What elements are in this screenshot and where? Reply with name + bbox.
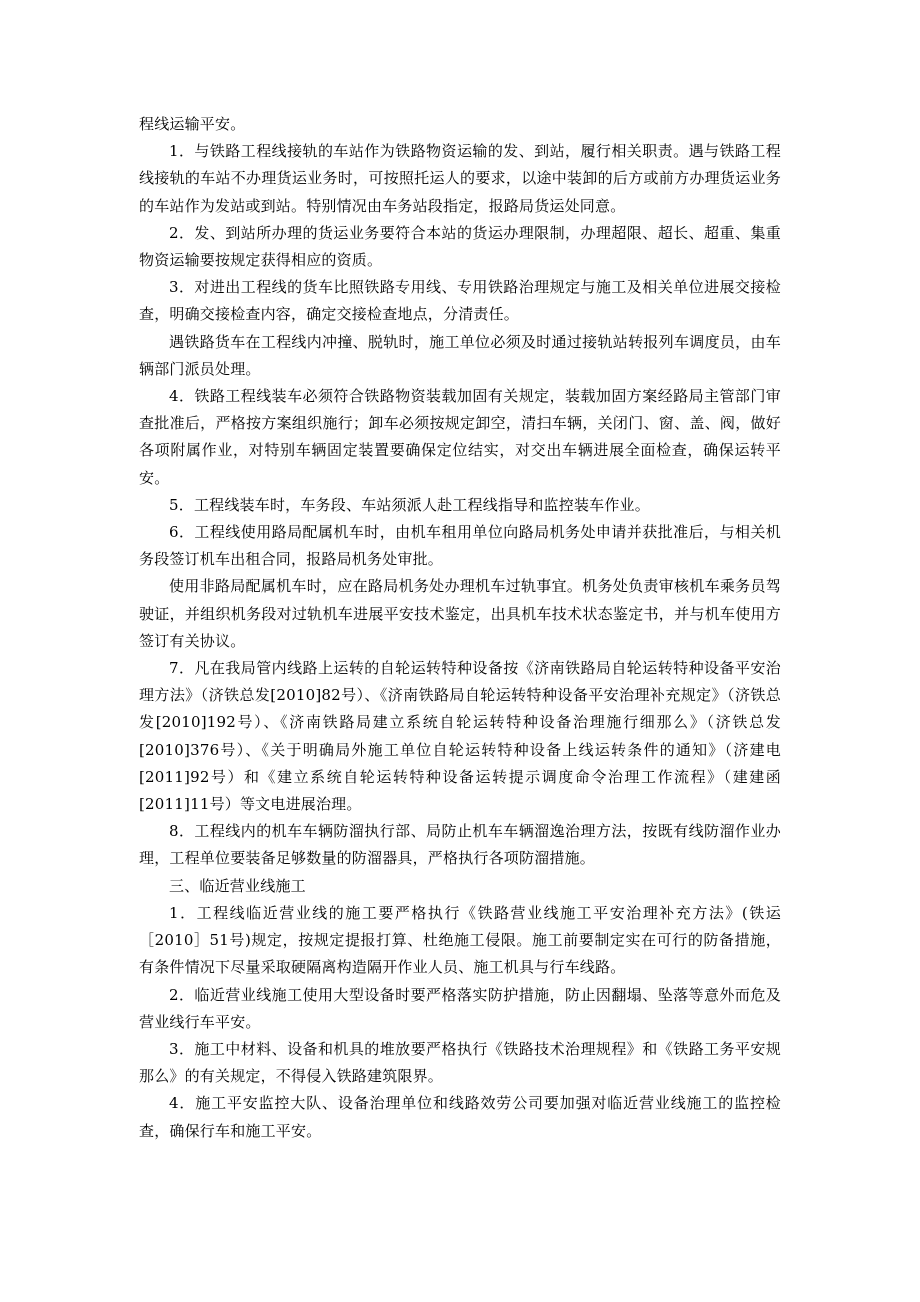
paragraph-continuation: 程线运输平安。 — [139, 115, 246, 133]
paragraph-section3-item-4: 4．施工平安监控大队、设备治理单位和线路效劳公司要加强对临近营业线施工的监控检查，确保行车和施工平安。 — [139, 1094, 781, 1140]
section-heading-3: 三、临近营业线施工 — [169, 876, 306, 895]
paragraph-section3-item-1: 1．工程线临近营业线的施工要严格执行《铁路营业线施工平安治理补充方法》(铁运［2010］51号)规定，按规定提报打算、杜绝施工侵限。施工前要制定实在可行的防备措施，有条件情况下尽量采取硬隔离构造隔开作业人员、施工机具与行车线路。 — [139, 903, 781, 977]
paragraph-section3-item-2: 2．临近营业线施工使用大型设备时要严格落实防护措施，防止因翻塌、坠落等意外而危及营业线行车平安。 — [139, 985, 781, 1031]
paragraph-item-7: 7．凡在我局管内线路上运转的自轮运转特种设备按《济南铁路局自轮运转特种设备平安治理方法》（济铁总发[2010]82号）、《济南铁路局自轮运转特种设备平安治理补充规定》（济铁总发[2010]192号）、《济南铁路局建立系统自轮运转特种设备治理施行细那么》（济铁总发[2010]376号）、《关于明确局外施工单位自轮运转特种设备上线运转条件的通知》（济建电[2011]92号）和《建立系统自轮运转特种设备运转提示调度命令治理工作流程》（建建函[2011]11号）等文电进展治理。 — [139, 659, 781, 814]
paragraph-section3-item-3: 3．施工中材料、设备和机具的堆放要严格执行《铁路技术治理规程》和《铁路工务平安规那么》的有关规定，不得侵入铁路建筑限界。 — [139, 1039, 781, 1086]
paragraph-item-6-note: 使用非路局配属机车时，应在路局机务处办理机车过轨事宜。机务处负责审核机车乘务员驾驶证，并组织机务段对过轨机车进展平安技术鉴定，出具机车技术状态鉴定书，并与机车使用方签订有关协议。 — [139, 577, 781, 650]
paragraph-item-3-note: 遇铁路货车在工程线内冲撞、脱轨时，施工单位必须及时通过接轨站转报列车调度员，由车辆部门派员处理。 — [139, 332, 781, 378]
paragraph-item-1: 1．与铁路工程线接轨的车站作为铁路物资运输的发、到站，履行相关职责。遇与铁路工程线接轨的车站不办理货运业务时，可按照托运人的要求，以途中装卸的后方或前方办理货运业务的车站作为发站或到站。特别情况由车务站段指定，报路局货运处同意。 — [139, 142, 781, 215]
document-body — [139, 111, 781, 1145]
paragraph-item-6: 6．工程线使用路局配属机车时，由机车租用单位向路局机务处申请并获批准后，与相关机务段签订机车出租合同，报路局机务处审批。 — [139, 523, 781, 569]
paragraph-item-5: 5．工程线装车时，车务段、车站须派人赴工程线指导和监控装车作业。 — [169, 495, 650, 514]
paragraph-item-3: 3．对进出工程线的货车比照铁路专用线、专用铁路治理规定与施工及相关单位进展交接检查，明确交接检查内容，确定交接检查地点，分清责任。 — [139, 278, 781, 324]
paragraph-item-8: 8．工程线内的机车车辆防溜执行部、局防止机车车辆溜逸治理方法，按既有线防溜作业办理，工程单位要装备足够数量的防溜器具，严格执行各项防溜措施。 — [139, 822, 781, 868]
paragraph-item-2: 2．发、到站所办理的货运业务要符合本站的货运办理限制，办理超限、超长、超重、集重物资运输要按规定获得相应的资质。 — [139, 223, 781, 270]
paragraph-item-4: 4．铁路工程线装车必须符合铁路物资装载加固有关规定，装载加固方案经路局主管部门审查批准后，严格按方案组织施行；卸车必须按规定卸空，清扫车辆，关闭门、窗、盖、阀，做好各项附属作业，对特别车辆固定装置要确保定位结实，对交出车辆进展全面检查，确保运转平安。 — [139, 387, 781, 487]
